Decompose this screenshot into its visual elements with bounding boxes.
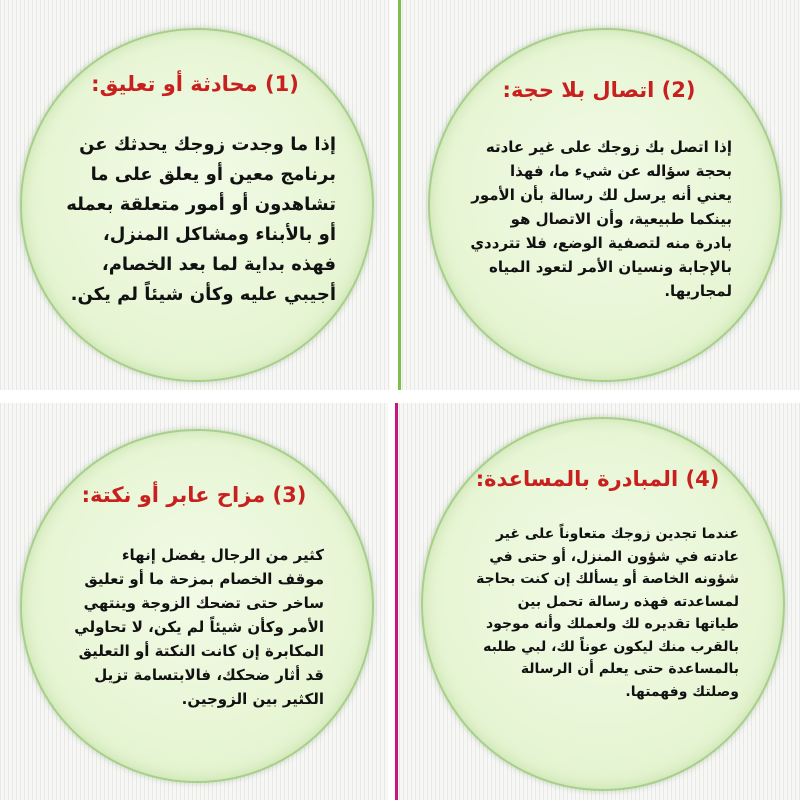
card-1 (0, 0, 390, 390)
card-4-edge (395, 403, 398, 800)
card-1-title: (1) محادثة أو تعليق: (91, 72, 299, 96)
card-2-title: (2) اتصال بلا حجة: (502, 78, 696, 102)
card-4-title: (4) المبادرة بالمساعدة: (475, 467, 720, 491)
card-4 (395, 403, 800, 800)
card-3-body: كثير من الرجال يفضل إنهاء موقف الخصام بمزحة ما أو تعليق ساخر حتى تضحك الزوجة وينتهي الأمر وكأن شيئاً لم يكن، لا تحاولي المكابرة إن كانت النكتة أو التعليق قد أثار ضحكك، فالابتسامة تزيل الكثير بين الزوجين. (74, 546, 324, 708)
card-3-title: (3) مزاح عابر أو نكتة: (81, 483, 307, 507)
card-4-body: عندما تجدين زوجك متعاوناً على غير عادته في شؤون المنزل، أو حتى في شؤونه الخاصة أو يسألك إن كنت بحاجة لمساعدته فهذه رسالة تحمل بين طياتها تقديره لك ولعملك وأنه موجود بالقرب منك ليكون عوناً لك، لبي طلبه بالمساعدة حتى يعلم أن الرسالة وصلتك وفهمتها. (476, 526, 739, 700)
card-2 (398, 0, 800, 390)
card-3 (0, 403, 388, 800)
card-2-edge (398, 0, 401, 390)
card-1-body: إذا ما وجدت زوجك يحدثك عن برنامج معين أو يعلق على ما تشاهدون أو أمور متعلقة بعمله أو بالأبناء ومشاكل المنزل، فهذه بداية لما بعد الخصام، أجيبي عليه وكأن شيئاً لم يكن. (66, 134, 336, 305)
card-2-body: إذا اتصل بك زوجك على غير عادته بحجة سؤاله عن شيء ما، فهذا يعني أنه يرسل لك رسالة بأن الأمور بينكما طبيعية، وأن الاتصال هو بادرة منه لتصفية الوضع، فلا تترددي بالإجابة ونسيان الأمر لتعود المياه لمجاريها. (470, 138, 732, 300)
